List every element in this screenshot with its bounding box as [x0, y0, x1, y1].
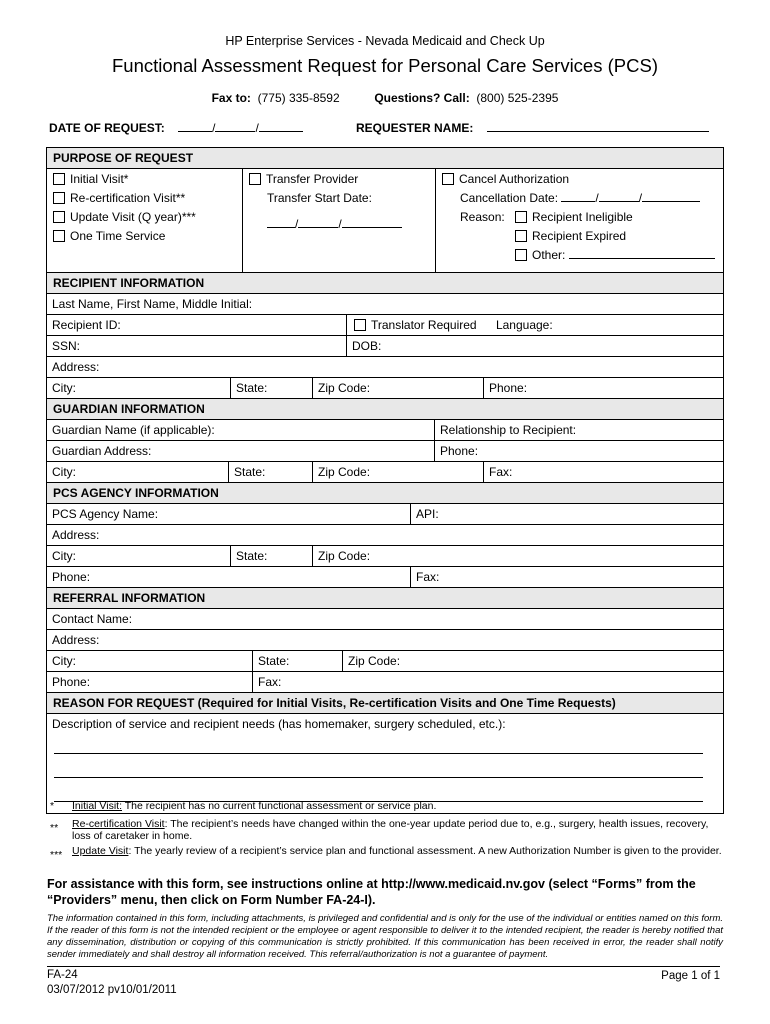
confidentiality-notice: The information contained in this form, including attachments, is privileged and confidential and is only for the use of the individual or entities named on this form. If the reader of this form is not the intended recipient or the employee or agent responsible to deliver it to the intended recipient, the reader is hereby notified that any dissemination, distribution or copying of this communication is strictly prohibited. If this communication has been received in error, the reader shall notify sender immediately and shall destroy all information received. This referral/authorization is not a guarantee of payment.: [47, 913, 723, 960]
agency-name-row[interactable]: [47, 504, 723, 525]
transfer-provider-option[interactable]: Transfer Provider: [249, 172, 358, 186]
purpose-heading: PURPOSE OF REQUEST: [47, 148, 723, 169]
agency-city-label: City:: [52, 549, 76, 563]
agency-address-row[interactable]: [47, 525, 723, 546]
recipient-name-label: Last Name, First Name, Middle Initial:: [52, 297, 253, 311]
translator-required-option[interactable]: Translator Required: [354, 318, 477, 332]
recipient-phone-label: Phone:: [483, 378, 527, 398]
cancellation-date-label: Cancellation Date:: [460, 191, 559, 205]
description-line[interactable]: [54, 753, 703, 754]
referral-zip-label: Zip Code:: [342, 651, 400, 671]
reason-label: Reason:: [460, 210, 505, 224]
recipient-expired-option[interactable]: Recipient Expired: [515, 229, 626, 243]
recipient-id-row[interactable]: [47, 315, 723, 336]
referral-address-label: Address:: [52, 633, 100, 647]
agency-state-label: State:: [230, 546, 267, 566]
request-line: [49, 121, 729, 135]
guardian-zip-label: Zip Code:: [312, 462, 370, 482]
recipient-ineligible-checkbox[interactable]: [515, 211, 527, 223]
questions-label: Questions? Call:: [374, 91, 470, 105]
initial-visit-checkbox[interactable]: [53, 173, 65, 185]
other-reason-option[interactable]: Other:: [515, 248, 715, 262]
page-footer: [47, 966, 720, 998]
referral-state-label: State:: [252, 651, 289, 671]
one-time-service-option[interactable]: One Time Service: [53, 229, 165, 243]
form-number: FA-24: [47, 969, 78, 981]
agency-api-label: API:: [410, 504, 439, 524]
update-visit-option[interactable]: Update Visit (Q year)***: [53, 210, 196, 224]
recipient-name-row[interactable]: [47, 294, 723, 315]
guardian-name-label: Guardian Name (if applicable):: [52, 423, 215, 437]
agency-address-label: Address:: [52, 528, 100, 542]
recipient-address-row[interactable]: [47, 357, 723, 378]
recipient-expired-checkbox[interactable]: [515, 230, 527, 242]
ssn-row[interactable]: [47, 336, 723, 357]
referral-city-label: City:: [52, 654, 76, 668]
guardian-address-label: Guardian Address:: [52, 444, 152, 458]
description-label: Description of service and recipient needs (has homemaker, surgery scheduled, etc.):: [52, 717, 506, 731]
guardian-phone-label: Phone:: [434, 441, 478, 461]
referral-phone-label: Phone:: [52, 675, 91, 689]
requester-name-field[interactable]: [487, 121, 709, 132]
reason-heading: REASON FOR REQUEST (Required for Initial Visits, Re-certification Visits and One Time Requests): [47, 693, 723, 714]
recipient-address-label: Address:: [52, 360, 100, 374]
date-of-request-field[interactable]: / /: [168, 121, 303, 135]
agency-name-label: PCS Agency Name:: [52, 507, 159, 521]
initial-visit-option[interactable]: Initial Visit*: [53, 172, 128, 186]
referral-phone-row[interactable]: [47, 672, 723, 693]
fax-label: Fax to:: [211, 91, 251, 105]
referral-contact-row[interactable]: [47, 609, 723, 630]
agency-zip-label: Zip Code:: [312, 546, 370, 566]
guardian-fax-label: Fax:: [483, 462, 512, 482]
purpose-section: [47, 169, 723, 273]
transfer-provider-checkbox[interactable]: [249, 173, 261, 185]
referral-fax-label: Fax:: [252, 672, 281, 692]
other-reason-checkbox[interactable]: [515, 249, 527, 261]
guardian-state-label: State:: [228, 462, 265, 482]
transfer-start-date-label: Transfer Start Date:: [267, 191, 372, 205]
requester-name-label: REQUESTER NAME:: [356, 121, 474, 135]
translator-required-checkbox[interactable]: [354, 319, 366, 331]
guardian-name-row[interactable]: [47, 420, 723, 441]
guardian-heading: GUARDIAN INFORMATION: [47, 399, 723, 420]
guardian-city-label: City:: [52, 465, 76, 479]
recipient-city-label: City:: [52, 381, 76, 395]
date-of-request-label: DATE OF REQUEST:: [49, 121, 165, 135]
recipient-zip-label: Zip Code:: [312, 378, 370, 398]
recipient-id-label: Recipient ID:: [52, 318, 121, 332]
recipient-state-label: State:: [230, 378, 267, 398]
agency-phone-label: Phone:: [52, 570, 91, 584]
form-title: Functional Assessment Request for Personal Care Services (PCS): [112, 55, 658, 76]
update-visit-checkbox[interactable]: [53, 211, 65, 223]
recertification-visit-checkbox[interactable]: [53, 192, 65, 204]
fax-number: (775) 335-8592: [257, 91, 340, 105]
agency-heading: PCS AGENCY INFORMATION: [47, 483, 723, 504]
cancel-authorization-option[interactable]: Cancel Authorization: [442, 172, 569, 186]
recipient-ineligible-option[interactable]: Recipient Ineligible: [515, 210, 633, 224]
dob-label: DOB:: [346, 336, 381, 356]
org-name: HP Enterprise Services - Nevada Medicaid and Check Up: [225, 34, 545, 48]
referral-city-row[interactable]: [47, 651, 723, 672]
cancellation-date-row[interactable]: Cancellation Date: / /: [460, 191, 700, 205]
form-version: 03/07/2012 pv10/01/2011: [47, 984, 177, 996]
language-label: Language:: [495, 318, 553, 332]
recipient-heading: RECIPIENT INFORMATION: [47, 273, 723, 294]
ssn-label: SSN:: [52, 339, 81, 353]
referral-heading: REFERRAL INFORMATION: [47, 588, 723, 609]
recipient-city-row[interactable]: [47, 378, 723, 399]
relationship-label: Relationship to Recipient:: [434, 420, 576, 440]
agency-fax-label: Fax:: [410, 567, 439, 587]
description-box[interactable]: [47, 714, 723, 814]
referral-contact-label: Contact Name:: [52, 612, 133, 626]
translator-cell[interactable]: [346, 315, 725, 335]
request-form: [46, 147, 724, 814]
assistance-note: For assistance with this form, see instructions online at http://www.medicaid.nv.gov (select “Forms” from the “Providers” menu, then click on Form Number FA-24-I).: [47, 877, 696, 907]
agency-phone-row[interactable]: [47, 567, 723, 588]
guardian-address-row[interactable]: [47, 441, 723, 462]
page-number: Page 1 of 1: [661, 970, 720, 982]
questions-number: (800) 525-2395: [476, 91, 559, 105]
recertification-visit-option[interactable]: Re-certification Visit**: [53, 191, 185, 205]
contact-line: [0, 91, 770, 105]
referral-address-row[interactable]: [47, 630, 723, 651]
transfer-start-date-field[interactable]: / /: [267, 217, 402, 231]
other-reason-field[interactable]: [569, 248, 715, 259]
one-time-service-checkbox[interactable]: [53, 230, 65, 242]
description-line[interactable]: [54, 777, 703, 778]
guardian-city-row[interactable]: [47, 462, 723, 483]
cancel-authorization-checkbox[interactable]: [442, 173, 454, 185]
agency-city-row[interactable]: [47, 546, 723, 567]
